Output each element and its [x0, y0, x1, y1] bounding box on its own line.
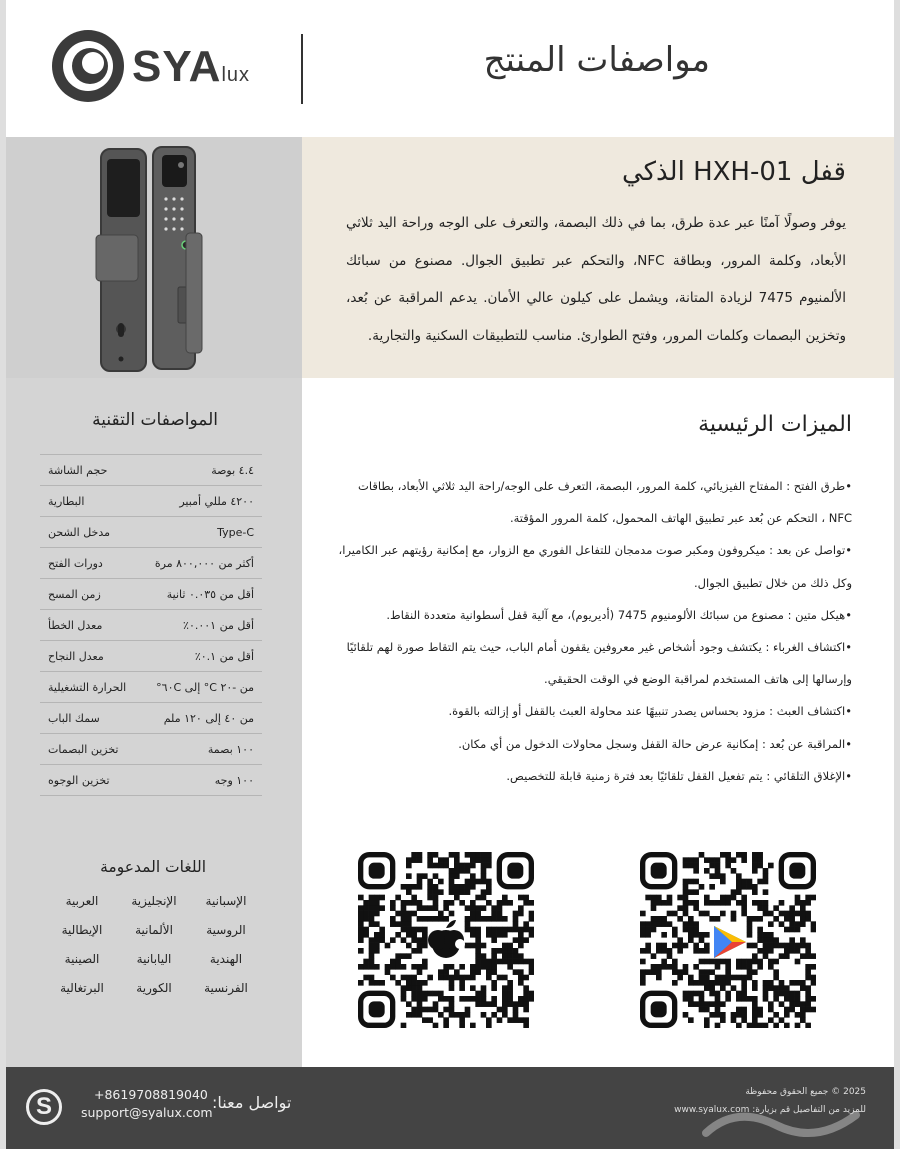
- language-item: اليابانية: [136, 952, 172, 966]
- spec-row: زمن المسح أقل من ٠.٠٣٥ ثانية: [40, 579, 262, 610]
- logo-ring-icon: [52, 30, 124, 102]
- feature-item: •اكتشاف الغرباء : يكتشف وجود أشخاص غير معروفين يقفون أمام الباب، حيث يتم التقاط صورة لهم تلقائيًا وإرسالها إلى هاتف المستخدم لمراقبة الوضع في الوقت الحقيقي.: [346, 640, 852, 687]
- feature-item: •طرق الفتح : المفتاح الفيزيائي، كلمة المرور، البصمة، التعرف على الوجه/راحة اليد ثلاثي الأبعاد، بطاقات NFC ، التحكم عن بُعد عبر تطبيق الهاتف المحمول، كلمة المرور المؤقتة.: [358, 479, 852, 526]
- product-image: [6, 137, 302, 378]
- language-item: العربية: [65, 894, 99, 908]
- product-section: [6, 137, 894, 378]
- feature-item: •هيكل متين : مصنوع من سبائك الألومنيوم 7475 (أديريوم)، مع آلية قفل أسطوانية متعددة النقاط.: [386, 607, 852, 622]
- features-title: الميزات الرئيسية: [698, 412, 852, 437]
- feature-item: •اكتشاف العبث : مزود بحساس يصدر تنبيهًا عند محاولة العبث بالقفل أو إزالته بالقوة.: [448, 704, 852, 719]
- spec-row: مدخل الشحن Type-C: [40, 517, 262, 548]
- language-item: الفرنسية: [204, 981, 248, 995]
- languages-grid: [46, 894, 262, 995]
- watermark-icon: [696, 1095, 866, 1145]
- website-link[interactable]: للمزيد من التفاصيل قم بزيارة: www.syalux.com: [674, 1105, 866, 1115]
- page-frame-right: [894, 0, 900, 1149]
- language-item: الإسبانية: [205, 894, 247, 908]
- features-panel: [302, 378, 894, 1067]
- spec-row: دورات الفتح أكثر من ٨٠٠,٠٠٠ مرة: [40, 548, 262, 579]
- language-item: الإيطالية: [61, 923, 103, 937]
- app-store-qr-code[interactable]: [358, 852, 534, 1028]
- specs-panel: [6, 378, 302, 1067]
- product-info: [302, 137, 894, 378]
- language-item: الألمانية: [135, 923, 173, 937]
- product-description: يوفر وصولًا آمنًا عبر عدة طرق، بما في ذلك البصمة، والتعرف على الوجه وراحة اليد ثلاثي الأبعاد، وكلمة المرور، وبطاقة NFC، والتحكم عبر تطبيق الجوال. مصنوع من سبائك الألمنيوم 7475 لزيادة المتانة، ويشمل على كيلون عالي الأمان. يدعم المراقبة عن بُعد، وتخزين البصمات وكلمات المرور، وفتح الطوارئ. مناسب للتطبيقات السكنية والتجارية.: [346, 215, 846, 344]
- spec-row: سمك الباب من ٤٠ إلى ١٢٠ ملم: [40, 703, 262, 734]
- spec-row: تخزين الوجوه ١٠٠ وجه: [40, 765, 262, 796]
- feature-item: •المراقبة عن بُعد : إمكانية عرض حالة القفل وسجل محاولات الدخول من أي مكان.: [458, 736, 852, 751]
- header-divider: [301, 34, 303, 104]
- contact-email[interactable]: support@syalux.com: [81, 1105, 213, 1120]
- logo-wordmark: SYAlux: [132, 42, 251, 91]
- footer-logo-icon: S: [26, 1089, 62, 1125]
- languages-title: اللغات المدعومة: [100, 858, 206, 876]
- copyright-text: 2025 © جميع الحقوق محفوظة: [745, 1087, 866, 1097]
- product-title: قفل HXH-01 الذكي: [621, 157, 846, 187]
- contact-phone[interactable]: +8619708819040: [94, 1087, 208, 1102]
- google-play-qr-code[interactable]: [640, 852, 816, 1028]
- feature-item: •الإغلاق التلقائي : يتم تفعيل القفل تلقائيًا بعد فترة زمنية قابلة للتخصيص.: [506, 768, 852, 783]
- language-item: الصينية: [64, 952, 100, 966]
- spec-row: معدل الخطأ أقل من ٠.٠٠١٪: [40, 610, 262, 641]
- brand-logo: [52, 30, 282, 106]
- language-item: الهندية: [209, 952, 243, 966]
- features-list: [332, 470, 852, 792]
- language-item: البرتغالية: [60, 981, 104, 995]
- page-header: [6, 0, 894, 137]
- language-item: الإنجليزية: [131, 894, 177, 908]
- specs-table: [40, 454, 262, 796]
- specs-title: المواصفات التقنية: [92, 410, 218, 430]
- spec-row: حجم الشاشة ٤.٤ بوصة: [40, 455, 262, 486]
- page-title: مواصفات المنتج: [483, 40, 710, 80]
- page-footer: [6, 1067, 894, 1149]
- contact-label: تواصل معنا:: [212, 1093, 292, 1112]
- spec-row: الحرارة التشغيلية من -٢٠ C° إلى ٦٠C°: [40, 672, 262, 703]
- language-item: الكورية: [136, 981, 172, 995]
- spec-row: البطارية ٤٢٠٠ مللي أمبير: [40, 486, 262, 517]
- spec-row: معدل النجاح أقل من ٠.١٪: [40, 641, 262, 672]
- language-item: الروسية: [206, 923, 246, 937]
- spec-row: تخزين البصمات ١٠٠ بصمة: [40, 734, 262, 765]
- feature-item: •تواصل عن بعد : ميكروفون ومكبر صوت مدمجان للتفاعل الفوري مع الزوار، مع إمكانية رؤيتهم عبر الكاميرا، وكل ذلك من خلال تطبيق الجوال.: [338, 543, 852, 590]
